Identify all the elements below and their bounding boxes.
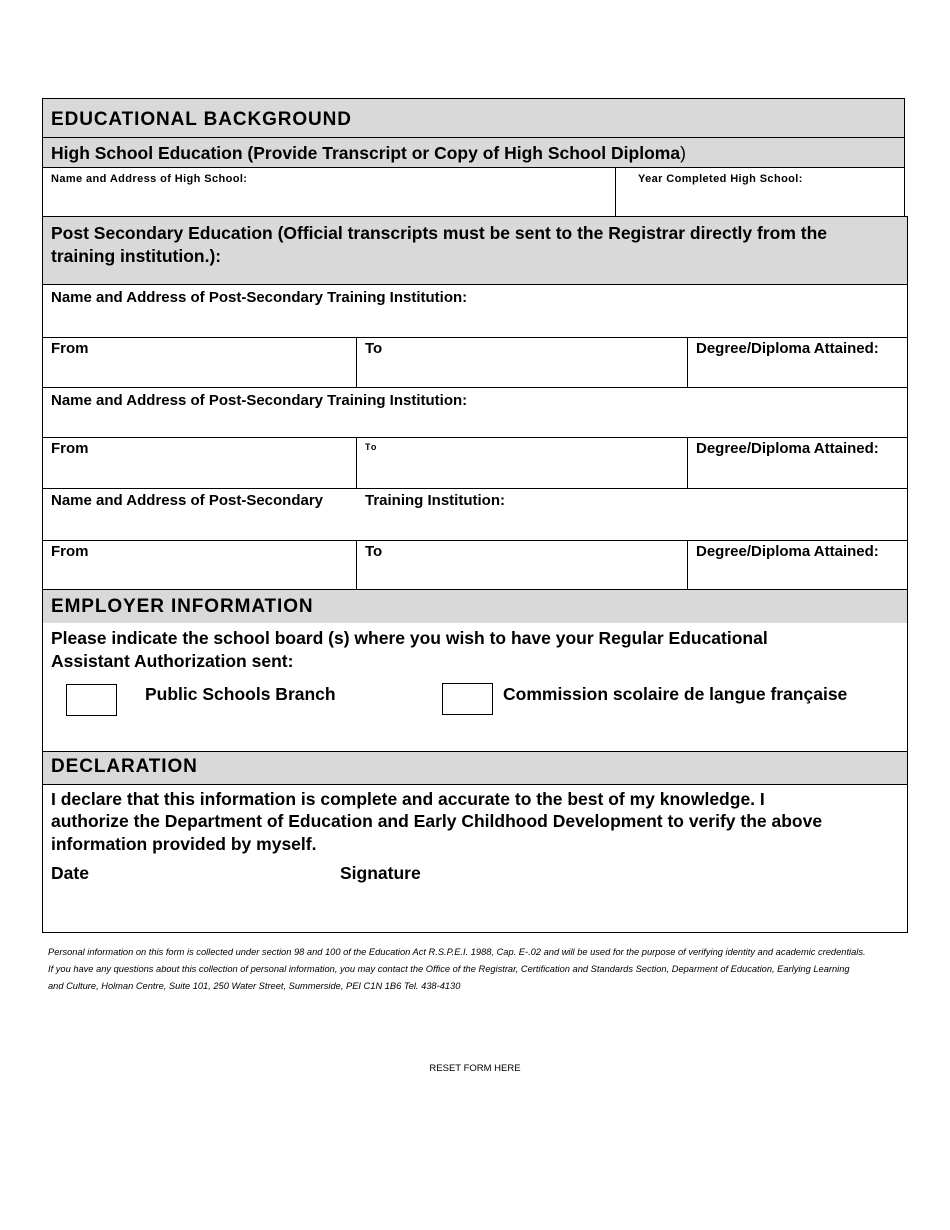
high-school-name-label: Name and Address of High School: <box>51 173 248 185</box>
institution-1-to-label: To <box>365 340 383 357</box>
declaration-title: DECLARATION <box>51 756 198 777</box>
signature-label: Signature <box>340 863 421 883</box>
declaration-line2: authorize the Department of Education and Early Childhood Development to verify the above <box>51 811 823 831</box>
public-schools-branch-label: Public Schools Branch <box>145 684 336 704</box>
post-secondary-heading-line2: training institution.): <box>51 246 222 266</box>
declaration-line1: I declare that this information is complete and accurate to the best of my knowledge. I <box>51 789 765 809</box>
institution-3-from-label: From <box>51 543 89 560</box>
signature-field[interactable] <box>340 886 900 926</box>
privacy-notice-line1: Personal information on this form is collected under section 98 and 100 of the Education Act R.S.P.E.I. 1988, Cap. E-.02 and will be used for the purpose of verifying identity and academic credentials. <box>48 947 866 957</box>
institution-1-to-field[interactable] <box>356 337 688 388</box>
public-schools-branch-checkbox[interactable] <box>66 684 117 716</box>
commission-scolaire-label: Commission scolaire de langue française <box>503 684 848 704</box>
institution-1-degree-label: Degree/Diploma Attained: <box>696 340 879 357</box>
institution-1-from-label: From <box>51 340 89 357</box>
institution-2-to-label: To <box>365 442 378 452</box>
high-school-year-label: Year Completed High School: <box>638 173 803 185</box>
privacy-notice-line2: If you have any questions about this collection of personal information, you may contact the Office of the Registrar, Certification and Standards Section, Deparment of Education, Earlying Learning <box>48 964 850 974</box>
employer-information-title: EMPLOYER INFORMATION <box>51 596 314 617</box>
institution-3-to-field[interactable] <box>356 540 688 590</box>
date-label: Date <box>51 863 89 883</box>
institution-2-from-label: From <box>51 440 89 457</box>
employer-instruction-line2: Assistant Authorization sent: <box>51 651 294 671</box>
institution-1-label: Name and Address of Post-Secondary Training Institution: <box>51 289 468 306</box>
institution-3-label-part2: Training Institution: <box>365 492 505 509</box>
high-school-heading: High School Education (Provide Transcript or Copy of High School Diploma) <box>51 143 686 163</box>
post-secondary-heading-line1: Post Secondary Education (Official transcripts must be sent to the Registrar directly from the <box>51 223 827 243</box>
institution-3-to-label: To <box>365 543 383 560</box>
privacy-notice-line3: and Culture, Holman Centre, Suite 101, 250 Water Street, Summerside, PEI C1N 1B6 Tel. 438-4130 <box>48 981 461 991</box>
reset-form-button[interactable]: RESET FORM HERE <box>429 1063 521 1074</box>
institution-2-to-field[interactable] <box>356 437 688 489</box>
institution-3-from-field[interactable] <box>42 540 357 590</box>
institution-3-degree-label: Degree/Diploma Attained: <box>696 543 879 560</box>
educational-background-title: EDUCATIONAL BACKGROUND <box>51 109 352 130</box>
institution-3-label-part1: Name and Address of Post-Secondary <box>51 492 324 509</box>
commission-scolaire-checkbox[interactable] <box>442 683 493 715</box>
employer-instruction-line1: Please indicate the school board (s) where you wish to have your Regular Educational <box>51 628 768 648</box>
declaration-line3: information provided by myself. <box>51 834 317 854</box>
institution-2-degree-label: Degree/Diploma Attained: <box>696 440 879 457</box>
date-field[interactable] <box>51 886 321 926</box>
institution-1-from-field[interactable] <box>42 337 357 388</box>
institution-2-from-field[interactable] <box>42 437 357 489</box>
institution-2-label: Name and Address of Post-Secondary Training Institution: <box>51 392 468 409</box>
